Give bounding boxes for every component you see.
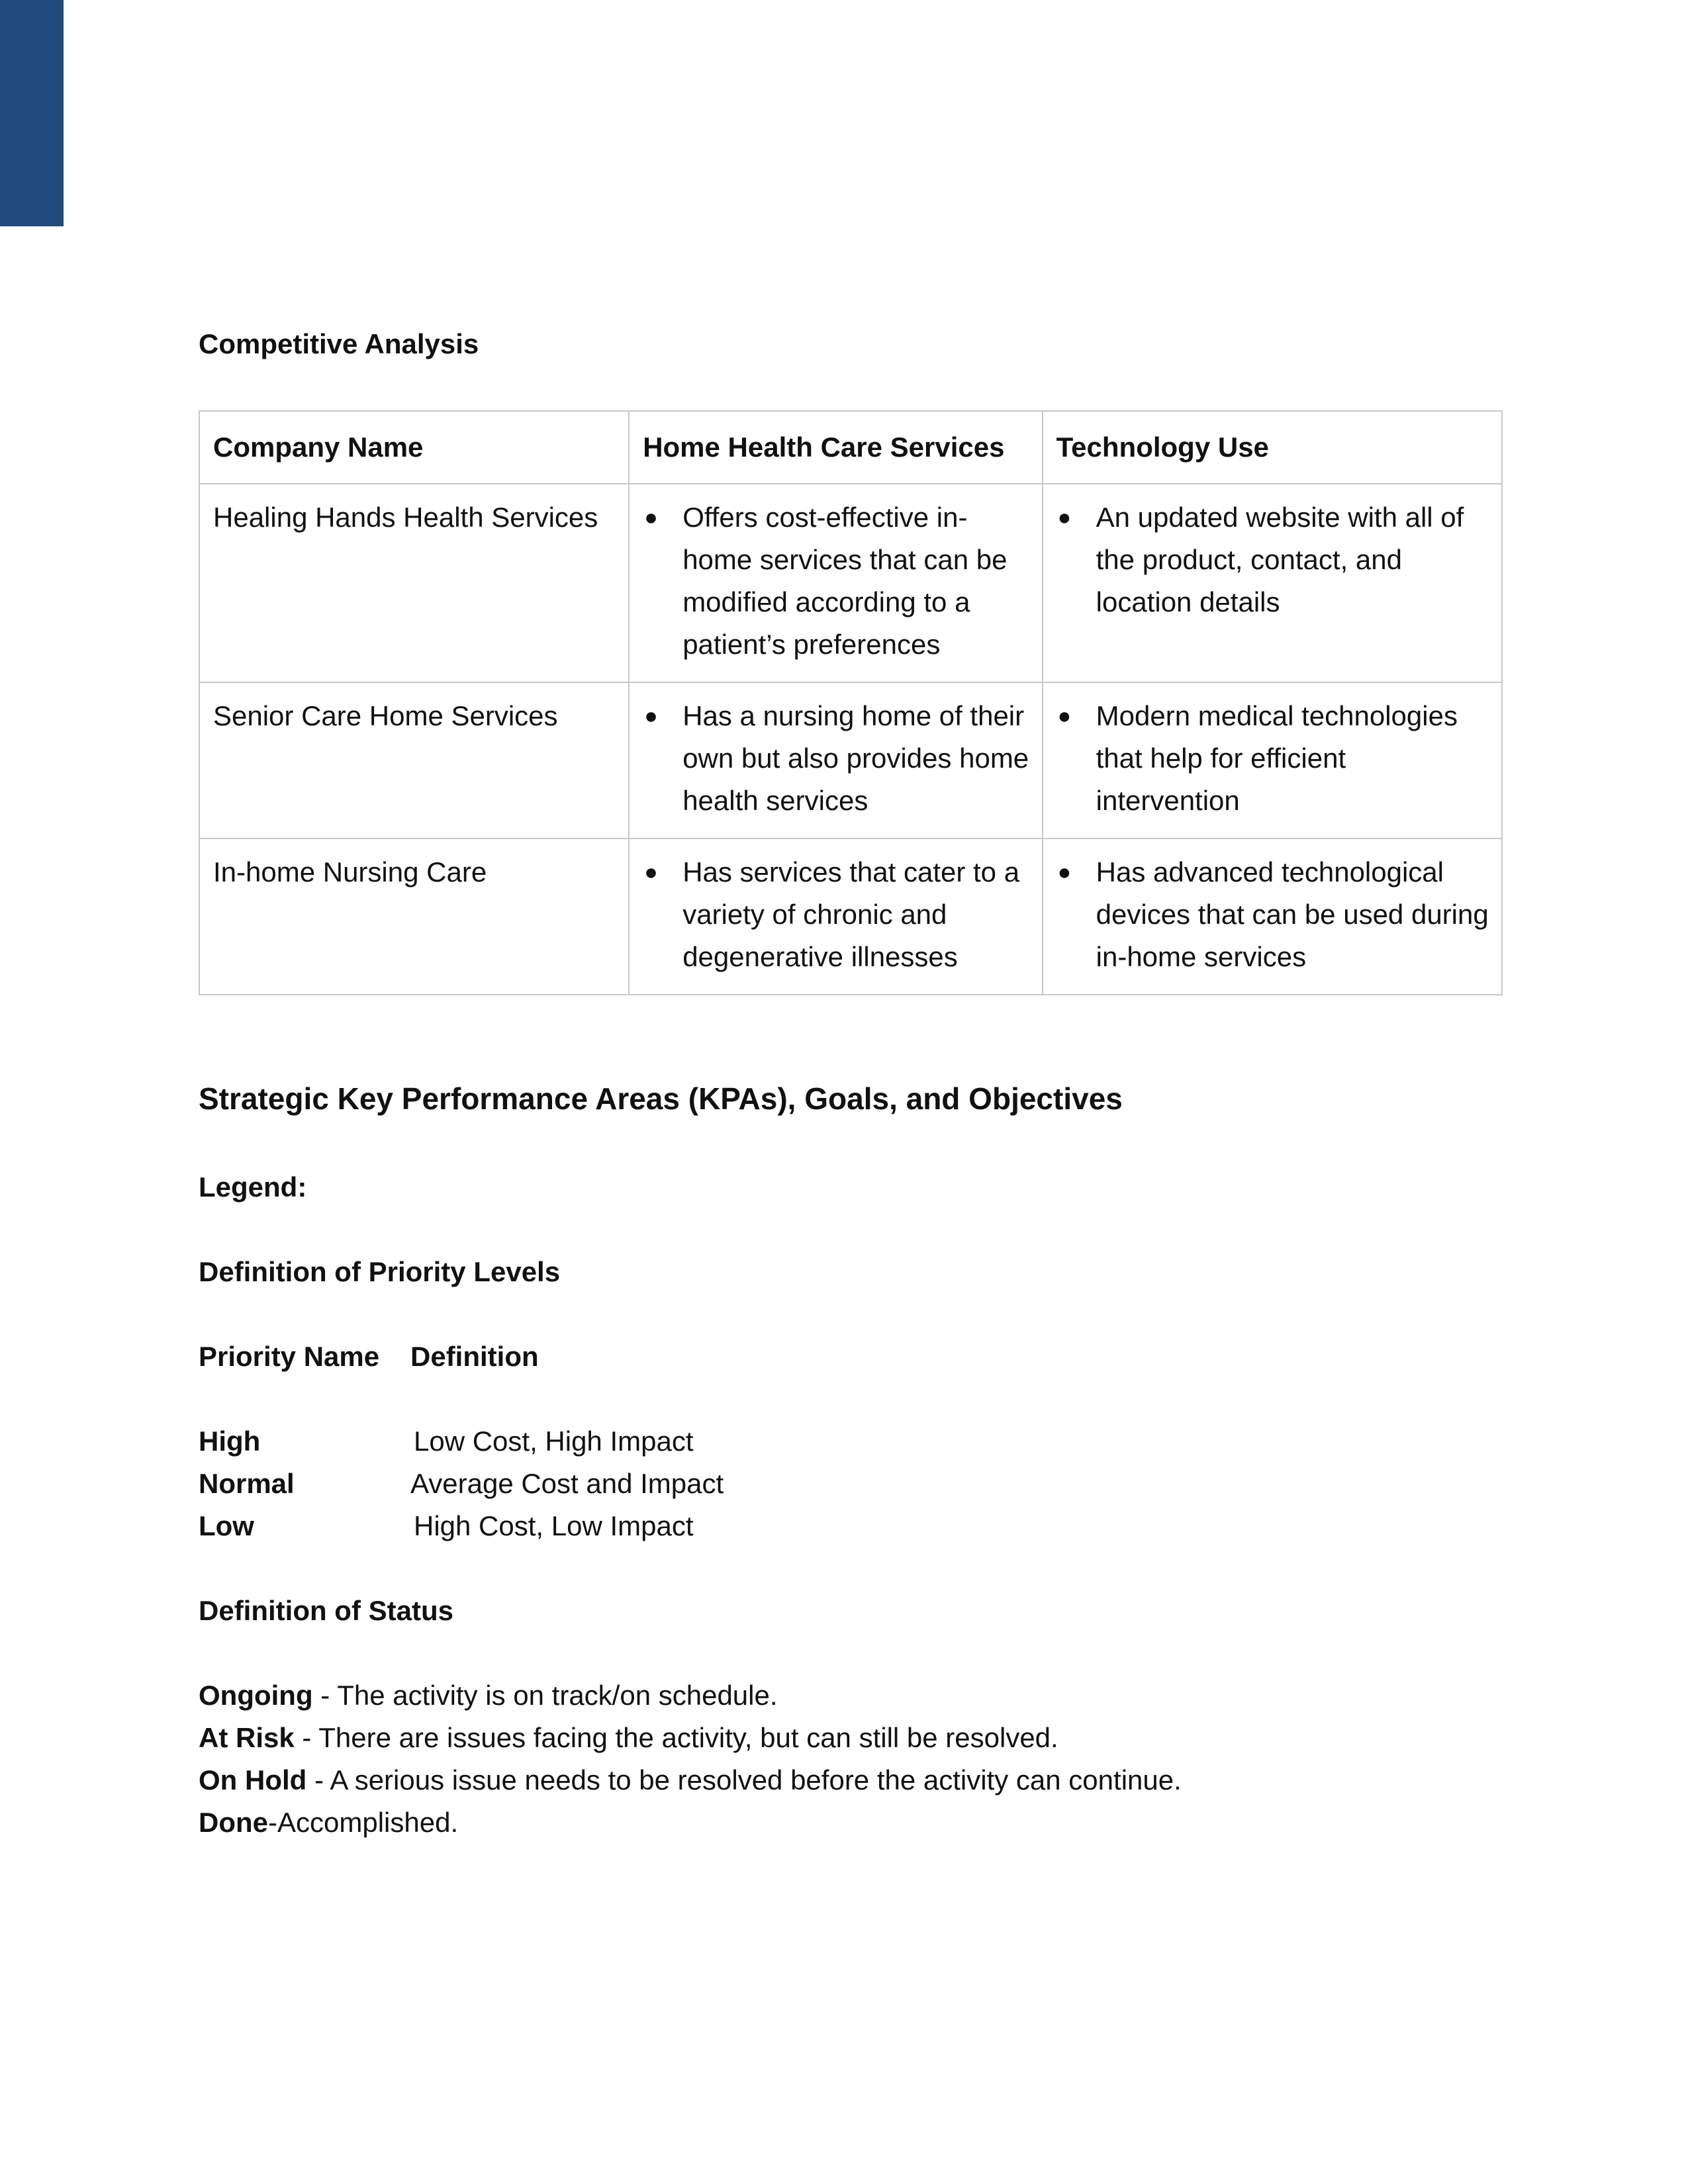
status-separator: - [312, 1680, 338, 1711]
column-header-company: Company Name [199, 411, 629, 484]
technology-cell [1043, 839, 1502, 995]
priority-name: High [199, 1426, 261, 1457]
status-separator: - [268, 1807, 277, 1838]
list-item [1056, 851, 1489, 978]
status-separator: - [294, 1722, 319, 1753]
status-definition: Accomplished. [277, 1807, 459, 1838]
competitive-analysis-table [199, 410, 1503, 995]
status-heading: Definition of Status [199, 1595, 453, 1626]
column-header-services: Home Health Care Services [629, 411, 1042, 484]
technology-text: An updated website with all of the product, contact, and location details [1096, 502, 1464, 617]
bullet-icon: ● [1057, 704, 1072, 729]
services-text: Has services that cater to a variety of chronic and degenerative illnesses [682, 856, 1020, 972]
company-cell: Senior Care Home Services [199, 682, 629, 839]
legend-label: Legend: [199, 1171, 307, 1203]
bullet-icon: ● [644, 860, 658, 885]
priority-name: Normal [199, 1468, 295, 1499]
kpa-heading: Strategic Key Performance Areas (KPAs), Goals, and Objectives [199, 1081, 1123, 1116]
priority-row [199, 1424, 861, 1459]
services-cell [629, 839, 1042, 995]
status-row [199, 1763, 1182, 1797]
status-separator: - [306, 1764, 330, 1796]
status-row [199, 1721, 1058, 1755]
status-definition: A serious issue needs to be resolved before the activity can continue. [330, 1764, 1182, 1796]
priority-definition: Low Cost, High Impact [414, 1426, 694, 1457]
priority-definition: Average Cost and Impact [410, 1468, 724, 1499]
bullet-icon: ● [1057, 860, 1072, 885]
table-row [199, 682, 1502, 839]
competitive-analysis-heading: Competitive Analysis [199, 328, 479, 359]
status-definition: The activity is on track/on schedule. [337, 1680, 778, 1711]
priority-row [199, 1509, 861, 1543]
technology-text: Modern medical technologies that help for efficient intervention [1096, 700, 1458, 816]
priority-row [199, 1467, 861, 1501]
status-definition: There are issues facing the activity, but can still be resolved. [318, 1722, 1058, 1753]
status-name: Done [199, 1807, 268, 1838]
column-header-technology: Technology Use [1043, 411, 1502, 484]
bullet-icon: ● [1057, 505, 1072, 530]
company-cell: In-home Nursing Care [199, 839, 629, 995]
bullet-icon: ● [644, 704, 658, 729]
priority-definition-header: Definition [410, 1341, 539, 1372]
priority-levels-heading: Definition of Priority Levels [199, 1256, 561, 1287]
list-item [643, 496, 1029, 666]
services-cell [629, 484, 1042, 682]
list-item [1056, 496, 1489, 623]
bullet-icon: ● [644, 505, 658, 530]
status-row [199, 1678, 778, 1713]
list-item [643, 851, 1029, 978]
table-row [199, 484, 1502, 682]
technology-text: Has advanced technological devices that can be used during in-home services [1096, 856, 1489, 972]
table-header-row [199, 411, 1502, 484]
status-name: Ongoing [199, 1680, 313, 1711]
technology-cell [1043, 484, 1502, 682]
services-text: Has a nursing home of their own but also provides home health services [682, 700, 1029, 816]
priority-name-header: Priority Name [199, 1341, 380, 1372]
table-row [199, 839, 1502, 995]
status-name: On Hold [199, 1764, 307, 1796]
technology-cell [1043, 682, 1502, 839]
status-name: At Risk [199, 1722, 295, 1753]
services-cell [629, 682, 1042, 839]
priority-name: Low [199, 1510, 254, 1541]
status-row [199, 1805, 458, 1840]
list-item [1056, 695, 1489, 822]
corner-accent-bar [0, 0, 64, 226]
priority-definition: High Cost, Low Impact [414, 1510, 694, 1541]
company-cell: Healing Hands Health Services [199, 484, 629, 682]
services-text: Offers cost-effective in-home services that can be modified according to a patient’s preferences [682, 502, 1008, 660]
list-item [643, 695, 1029, 822]
